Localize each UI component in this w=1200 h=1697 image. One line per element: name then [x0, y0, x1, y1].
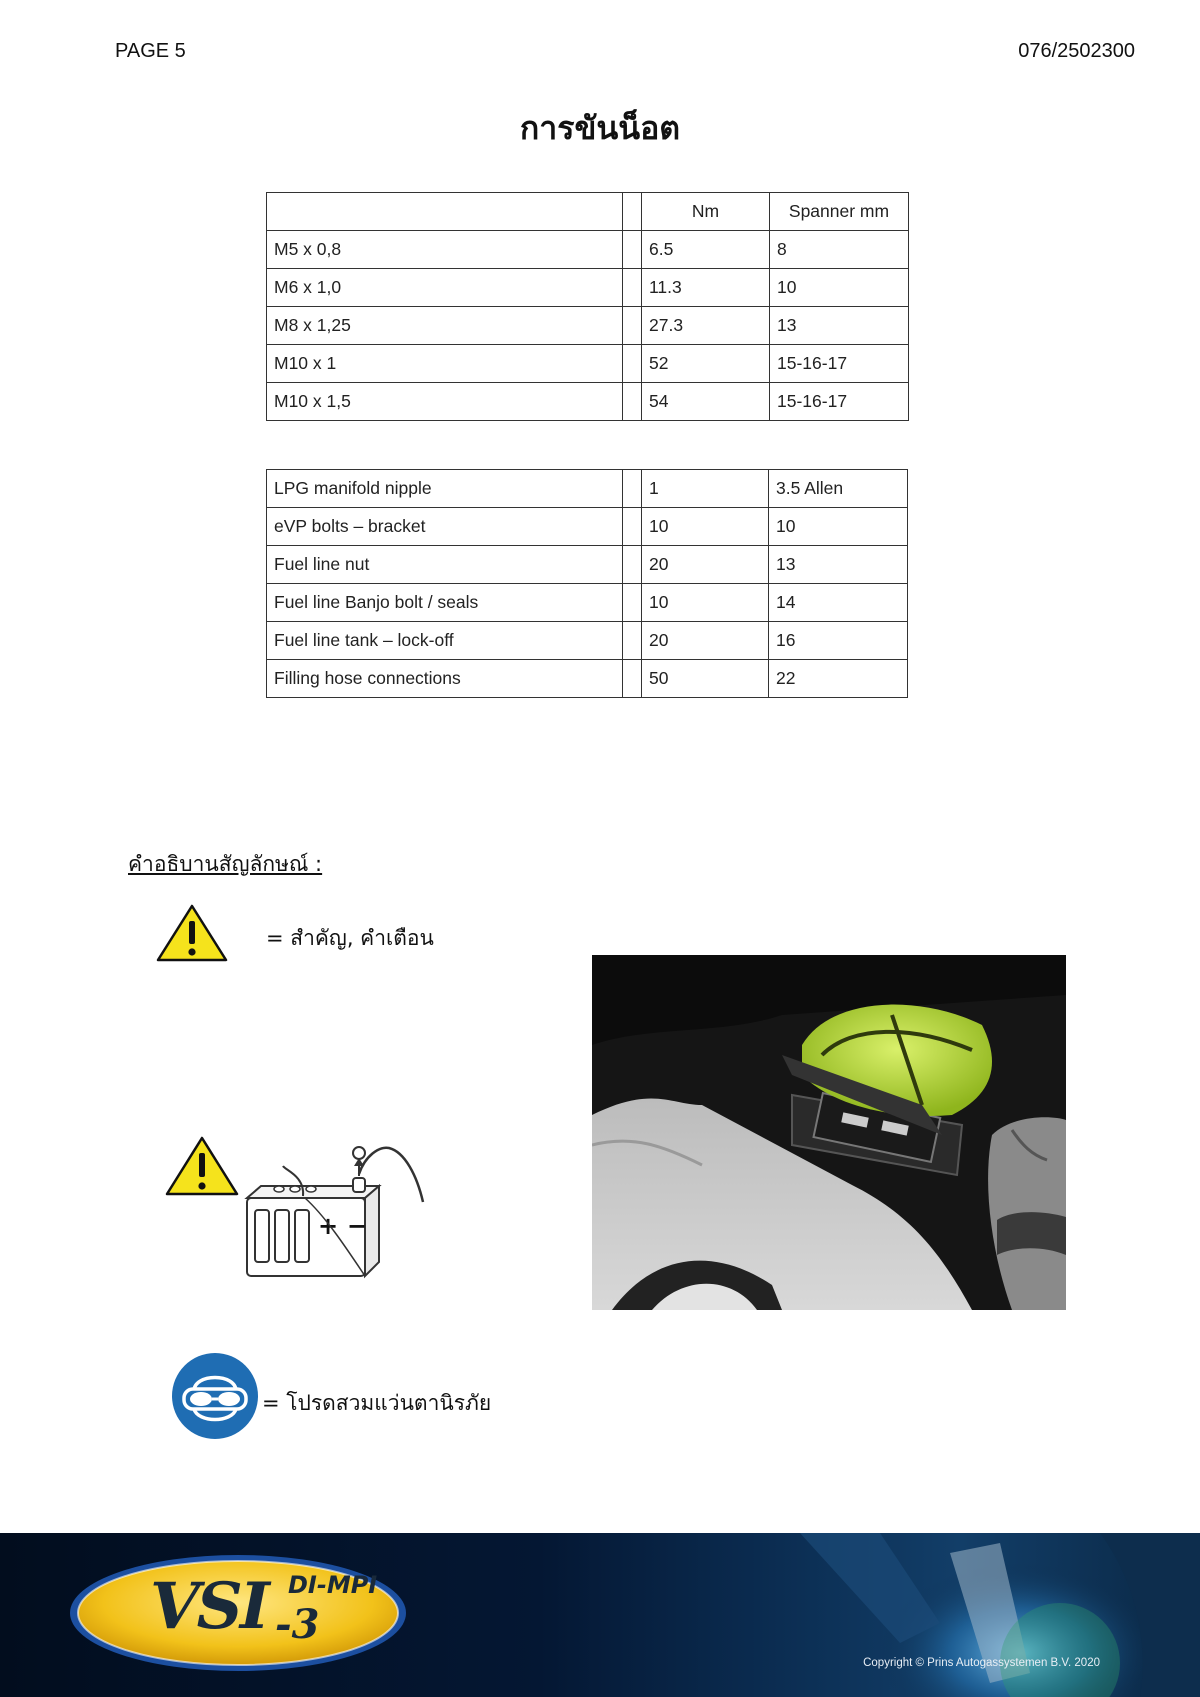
table-row — [267, 546, 908, 584]
safety-goggles-icon — [170, 1351, 260, 1441]
spanner-size-cell: 8 — [770, 231, 909, 269]
spanner-size-cell: 14 — [769, 584, 908, 622]
component-cell: eVP bolts – bracket — [267, 508, 623, 546]
table-spacer-cell — [623, 269, 642, 307]
table-spacer-cell — [623, 231, 642, 269]
warning-triangle-icon — [167, 1138, 237, 1194]
table-row — [267, 269, 909, 307]
torque-nm-cell: 1 — [642, 470, 769, 508]
torque-table-bolts — [266, 192, 909, 421]
table-spacer-cell — [623, 383, 642, 421]
svg-text:+: + — [318, 1212, 339, 1240]
table-header-row — [267, 193, 909, 231]
bolt-size-cell: M8 x 1,25 — [267, 307, 623, 345]
spanner-size-cell: 13 — [769, 546, 908, 584]
table-row — [267, 383, 909, 421]
table-row — [267, 584, 908, 622]
torque-nm-cell: 27.3 — [642, 307, 770, 345]
logo-main-text: VSI — [150, 1569, 267, 1644]
table-row — [267, 307, 909, 345]
component-cell: Fuel line nut — [267, 546, 623, 584]
torque-nm-cell: 6.5 — [642, 231, 770, 269]
goggles-legend-text: = โปรดสวมแว่นตานิรภัย — [262, 1391, 492, 1415]
logo-sup-text: DI-MPI — [288, 1571, 378, 1599]
vsi-logo — [150, 1563, 390, 1663]
table-row — [267, 231, 909, 269]
torque-nm-cell: 20 — [642, 622, 769, 660]
document-number: 076/2502300 — [1018, 40, 1135, 62]
spanner-size-cell: 22 — [769, 660, 908, 698]
table-spacer-cell — [623, 193, 642, 231]
spanner-size-cell: 16 — [769, 622, 908, 660]
torque-nm-cell: 52 — [642, 345, 770, 383]
table-header-nm: Nm — [642, 193, 770, 231]
photo-illustration — [592, 955, 1066, 1310]
table-row — [267, 508, 908, 546]
spanner-size-cell: 13 — [770, 307, 909, 345]
table-spacer-cell — [623, 345, 642, 383]
spanner-size-cell: 10 — [770, 269, 909, 307]
table-row — [267, 345, 909, 383]
component-cell: LPG manifold nipple — [267, 470, 623, 508]
table-header-cell — [267, 193, 623, 231]
table-spacer-cell — [623, 584, 642, 622]
torque-nm-cell: 11.3 — [642, 269, 770, 307]
table-row — [267, 622, 908, 660]
spanner-size-cell: 10 — [769, 508, 908, 546]
table-spacer-cell — [623, 546, 642, 584]
torque-table-components — [266, 469, 908, 698]
table-spacer-cell — [623, 660, 642, 698]
torque-nm-cell: 20 — [642, 546, 769, 584]
logo-sub-text: -3 — [275, 1601, 320, 1648]
footer-banner — [0, 1533, 1200, 1697]
table-header-spanner: Spanner mm — [770, 193, 909, 231]
svg-text:−: − — [347, 1212, 368, 1240]
spanner-size-cell: 15-16-17 — [770, 383, 909, 421]
table-spacer-cell — [623, 307, 642, 345]
torque-nm-cell: 10 — [642, 508, 769, 546]
copyright-text: Copyright © Prins Autogassystemen B.V. 2020 — [863, 1657, 1100, 1669]
bolt-size-cell: M10 x 1,5 — [267, 383, 623, 421]
component-cell: Fuel line Banjo bolt / seals — [267, 584, 623, 622]
component-cell: Fuel line tank – lock-off — [267, 622, 623, 660]
table-spacer-cell — [623, 508, 642, 546]
battery-compartment-photo — [592, 955, 1066, 1310]
table-row — [267, 660, 908, 698]
component-cell: Filling hose connections — [267, 660, 623, 698]
torque-nm-cell: 50 — [642, 660, 769, 698]
page-number: PAGE 5 — [115, 40, 186, 62]
bolt-size-cell: M5 x 0,8 — [267, 231, 623, 269]
table-spacer-cell — [623, 622, 642, 660]
table-row — [267, 470, 908, 508]
bolt-size-cell: M6 x 1,0 — [267, 269, 623, 307]
warning-triangle-icon — [156, 904, 228, 962]
spanner-size-cell: 15-16-17 — [770, 345, 909, 383]
torque-nm-cell: 54 — [642, 383, 770, 421]
page-title: การขันน็อต — [519, 109, 681, 147]
spanner-size-cell: 3.5 Allen — [769, 470, 908, 508]
legend-title: คำอธิบานสัญลักษณ์ : — [128, 852, 323, 876]
battery-disconnect-icon — [165, 1136, 430, 1291]
table-spacer-cell — [623, 470, 642, 508]
torque-nm-cell: 10 — [642, 584, 769, 622]
warning-legend-text: = สำคัญ, คำเตือน — [266, 926, 434, 950]
bolt-size-cell: M10 x 1 — [267, 345, 623, 383]
